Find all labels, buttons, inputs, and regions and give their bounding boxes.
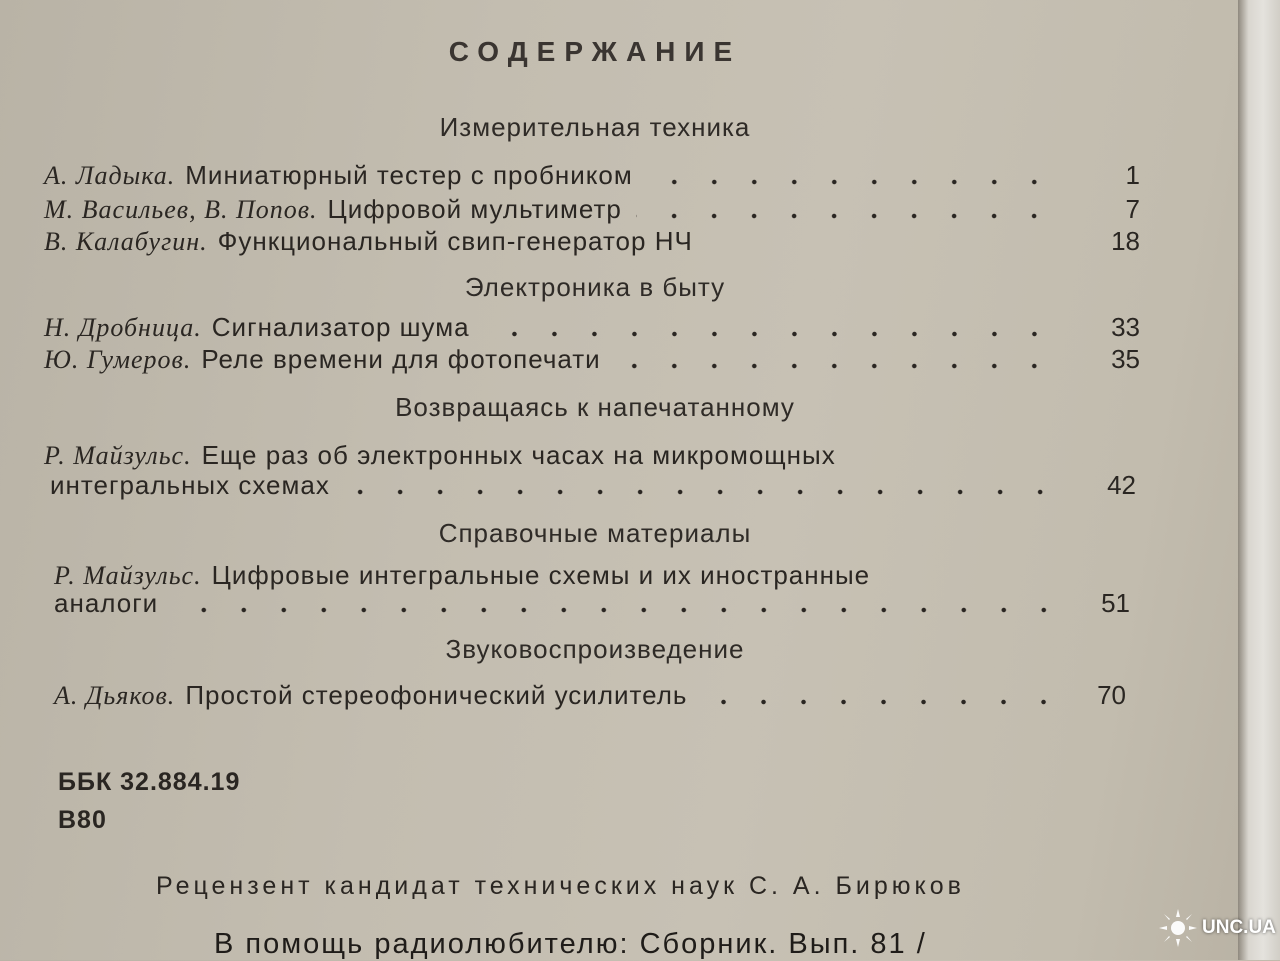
entry-title: Миниатюрный тестер с пробником	[185, 160, 633, 190]
toc-entry	[44, 192, 1054, 226]
site-watermark	[1158, 900, 1278, 956]
toc-entry	[44, 310, 1054, 344]
entry-page-number: 42	[1107, 470, 1136, 500]
entry-page-number: 18	[1111, 226, 1140, 256]
entry-author: В. Калабугин.	[44, 227, 208, 256]
author-mark: В80	[58, 806, 107, 834]
entry-page-number: 51	[1101, 588, 1130, 618]
entry-author: Н. Дробница.	[44, 313, 202, 342]
contents-title: СОДЕРЖАНИЕ	[448, 36, 742, 67]
leader-dots	[615, 363, 1054, 369]
watermark-text: UNC.UA	[1202, 917, 1276, 938]
entry-author: Р. Майзульс.	[44, 441, 192, 470]
toc-entry	[44, 158, 1054, 192]
entry-author: А. Ладыка.	[44, 161, 176, 190]
entry-title: Цифровой мультиметр	[327, 194, 622, 224]
entry-title: Реле времени для фотопечати	[201, 344, 601, 374]
leader-dots	[172, 607, 1064, 613]
toc-entry	[54, 678, 1064, 712]
toc-entry-continuation	[54, 586, 1064, 620]
entry-title-line2: аналоги	[54, 588, 159, 618]
entry-title-line1: Цифровые интегральные схемы и их иностранные	[211, 560, 871, 590]
entry-page-number: 70	[1097, 680, 1126, 710]
leader-dots	[701, 699, 1064, 705]
entry-title: Сигнализатор шума	[211, 312, 470, 342]
entry-author: А. Дьяков.	[54, 681, 176, 710]
entry-title-line1: Еще раз об электронных часах на микромощных	[201, 440, 836, 470]
book-series-line: В помощь радиолюбителю: Сборник. Вып. 81 /	[214, 928, 927, 960]
entry-page-number: 35	[1111, 344, 1140, 374]
leader-dots	[647, 179, 1054, 185]
bbk-code: ББК 32.884.19	[58, 768, 241, 796]
entry-page-number: 1	[1125, 160, 1140, 190]
entry-page-number: 7	[1125, 194, 1140, 224]
toc-entry-continuation	[50, 468, 1060, 502]
entry-author: Р. Майзульс.	[54, 561, 202, 590]
section-heading-measuring: Измерительная техника	[439, 112, 751, 142]
leader-dots	[344, 489, 1060, 495]
entry-title: Функциональный свип-генератор НЧ	[217, 226, 693, 256]
section-heading-home-electronics: Электроника в быту	[464, 272, 726, 302]
section-heading-reference: Справочные материалы	[438, 518, 752, 548]
entry-title-line2: интегральных схемах	[50, 470, 330, 500]
entry-author: Ю. Гумеров.	[44, 345, 192, 374]
next-page-edge	[1238, 0, 1280, 960]
toc-entry	[44, 342, 1054, 376]
toc-entry	[44, 224, 1054, 258]
leader-dots	[484, 331, 1054, 337]
toc-entry	[44, 438, 1054, 472]
section-heading-sound: Звуковоспроизведение	[445, 634, 745, 664]
section-heading-returning: Возвращаясь к напечатанному	[395, 392, 795, 422]
leader-dots	[636, 213, 1054, 219]
entry-title: Простой стереофонический усилитель	[185, 680, 688, 710]
entry-page-number: 33	[1111, 312, 1140, 342]
reviewer-line: Рецензент кандидат технических наук С. А. Бирюков	[156, 872, 965, 900]
sun-logo-icon	[1158, 908, 1198, 948]
entry-author: М. Васильев, В. Попов.	[44, 195, 318, 224]
